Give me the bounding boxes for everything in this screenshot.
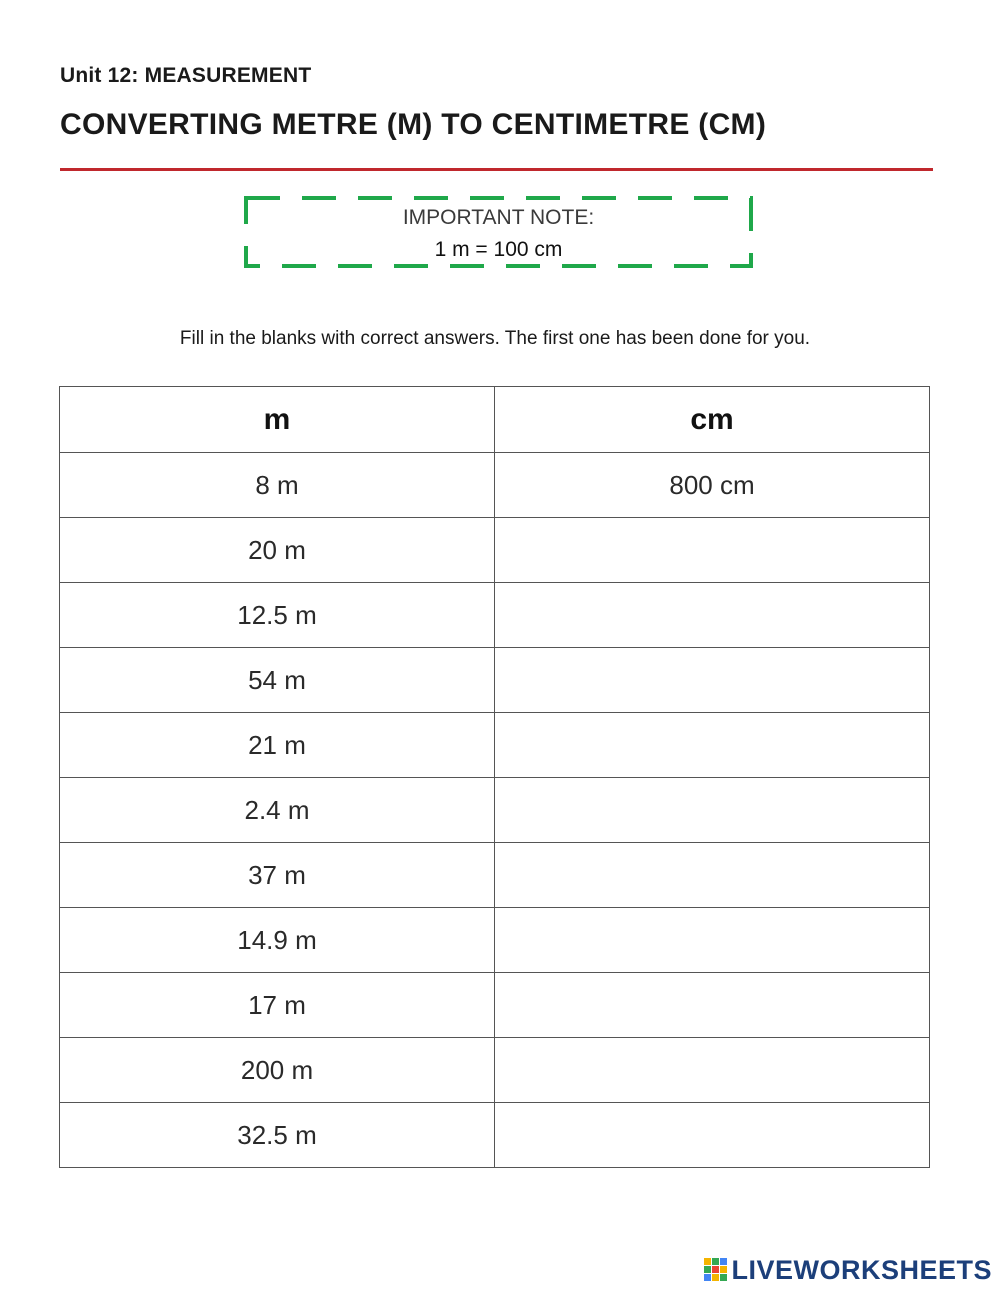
centimetre-answer[interactable] (495, 1103, 930, 1168)
note-formula: 1 m = 100 cm (434, 238, 563, 261)
centimetre-answer[interactable] (495, 583, 930, 648)
centimetre-answer[interactable] (495, 518, 930, 583)
unit-heading: Unit 12: MEASUREMENT (60, 64, 312, 87)
metre-value: 200 m (60, 1038, 495, 1103)
table-row (60, 713, 930, 778)
table-row (60, 453, 930, 518)
metre-value: 21 m (60, 713, 495, 778)
centimetre-answer[interactable] (495, 713, 930, 778)
metre-value: 2.4 m (60, 778, 495, 843)
metre-value: 17 m (60, 973, 495, 1038)
instructions-text: Fill in the blanks with correct answers. The first one has been done for you. (179, 328, 811, 349)
table-row (60, 1103, 930, 1168)
header-cm: cm (495, 387, 930, 453)
table-row (60, 973, 930, 1038)
table-row (60, 908, 930, 973)
liveworksheets-logo-icon (704, 1258, 728, 1282)
metre-value: 20 m (60, 518, 495, 583)
worksheet-title: CONVERTING METRE (M) TO CENTIMETRE (CM) (60, 108, 767, 141)
centimetre-answer[interactable] (495, 973, 930, 1038)
centimetre-answer[interactable] (495, 778, 930, 843)
table-row (60, 1038, 930, 1103)
table-row (60, 583, 930, 648)
header-m: m (60, 387, 495, 453)
liveworksheets-brand (704, 1254, 992, 1286)
table-row (60, 843, 930, 908)
table-row (60, 648, 930, 713)
centimetre-answer[interactable] (495, 843, 930, 908)
brand-name: LIVEWORKSHEETS (731, 1254, 992, 1285)
metre-value: 37 m (60, 843, 495, 908)
centimetre-answer[interactable] (495, 648, 930, 713)
metre-value: 12.5 m (60, 583, 495, 648)
note-label: IMPORTANT NOTE: (402, 206, 595, 229)
table-row (60, 518, 930, 583)
centimetre-answer[interactable] (495, 908, 930, 973)
title-divider (60, 168, 933, 171)
metre-value: 14.9 m (60, 908, 495, 973)
conversion-table (59, 386, 930, 1168)
centimetre-answer: 800 cm (495, 453, 930, 518)
table-row (60, 778, 930, 843)
metre-value: 54 m (60, 648, 495, 713)
metre-value: 32.5 m (60, 1103, 495, 1168)
centimetre-answer[interactable] (495, 1038, 930, 1103)
metre-value: 8 m (60, 453, 495, 518)
table-header-row (60, 387, 930, 453)
